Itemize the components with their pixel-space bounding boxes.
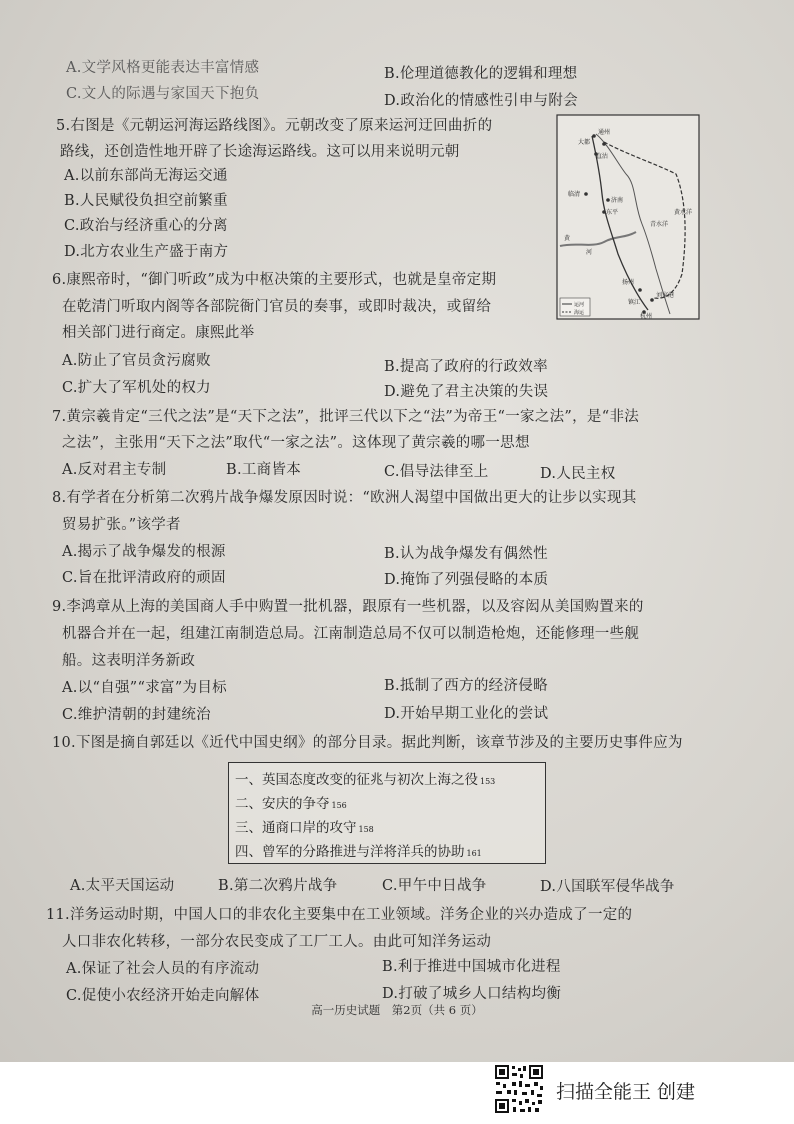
q9-stem-line3: 船。这表明洋务新政 [62,653,196,669]
q9-option-c: C.维护清朝的封建统治 [62,707,211,723]
q6-option-b: B.提高了政府的行政效率 [384,359,548,375]
map-label-zhigu: 直沽 [596,153,609,160]
q8-option-b: B.认为战争爆发有偶然性 [384,546,548,562]
q5-option-b: B.人民赋役负担空前繁重 [64,193,228,209]
q9-stem-line2: 机器合并在一起，组建江南制造总局。江南制造总局不仅可以制造枪炮，还能修理一些舰 [62,626,640,642]
q6-option-d: D.避免了君主决策的失误 [384,384,549,400]
q9-option-b: B.抵制了西方的经济侵略 [384,678,548,694]
map-label-jinan: 济南 [611,197,624,204]
map-label-huangshuiyang: 黄水洋 [674,209,693,216]
toc-entry: 四、曾军的分路推进与洋将洋兵的协助 161 [235,844,482,860]
q5-stem-line1: 5.右图是《元朝运河海运路线图》。元朝改变了原来运河迂回曲折的 [56,118,493,134]
q9-option-d: D.开始早期工业化的尝试 [384,706,549,722]
q10-option-d: D.八国联军侵华战争 [540,879,675,895]
q11-option-a: A.保证了社会人员的有序流动 [66,961,260,977]
page-footer: 高一历史试题 第2页（共 6 页） [311,1003,483,1017]
toc-entry: 一、英国态度改变的征兆与初次上海之役 153 [235,772,496,788]
q5-stem-line2: 路线，还创造性地开辟了长途海运路线。这可以用来说明元朝 [60,144,460,160]
map-label-yangzhou: 扬州 [622,279,635,286]
q8-option-d: D.掩饰了列强侵略的本质 [384,572,549,588]
q8-option-c: C.旨在批评清政府的顽固 [62,570,226,586]
q6-option-a: A.防止了官员贪污腐败 [62,353,211,369]
q9-option-a: A.以“自强”“求富”为目标 [62,680,227,696]
yuan-canal-sea-route-map [556,114,700,320]
q6-option-c: C.扩大了军机处的权力 [62,380,211,396]
q11-stem-line1: 11.洋务运动时期，中国人口的非农化主要集中在工业领域。洋务企业的兴办造成了一定的 [46,907,633,923]
q7-option-b: B.工商皆本 [226,462,302,478]
q10-option-c: C.甲午中日战争 [382,878,487,894]
table-of-contents-box [228,762,546,864]
map-label-huang: 黄 [564,235,571,242]
q4-option-b: B.伦理道德教化的逻辑和理想 [384,66,578,82]
q7-stem-line1: 7.黄宗羲肯定“三代之法”是“天下之法”，批评三代以下之“法”为帝王“一家之法”，是“非法 [52,409,640,425]
map-label-dadu: 大都 [578,139,591,146]
q4-option-d: D.政治化的情感性引申与附会 [384,93,578,109]
map-label-linqing: 临清 [568,191,581,198]
q9-stem-line1: 9.李鸿章从上海的美国商人手中购置一批机器，跟原有一些机器，以及容闳从美国购置来的 [52,599,644,615]
q7-option-d: D.人民主权 [540,466,616,482]
q11-option-b: B.利于推进中国城市化进程 [382,959,561,975]
q4-option-a: A.文学风格更能表达丰富情感 [66,60,260,76]
q5-option-a: A.以前东部尚无海运交通 [64,168,228,184]
legend-canal-label: 运河 [574,302,585,308]
q10-option-b: B.第二次鸦片战争 [218,878,338,894]
q11-option-d: D.打破了城乡人口结构均衡 [382,986,562,1002]
q6-stem-line2: 在乾清门听取内阁等各部院衙门官员的奏事，或即时裁决，或留给 [62,299,492,315]
q5-option-d: D.北方农业生产盛于南方 [64,244,229,260]
toc-entry: 三、通商口岸的攻守 158 [235,820,374,836]
q6-stem-line1: 6.康熙帝时，“御门听政”成为中枢决策的主要形式，也就是皇帝定期 [52,272,497,288]
q7-option-c: C.倡导法律至上 [384,464,489,480]
q10-option-a: A.太平天国运动 [70,878,175,894]
q5-option-c: C.政治与经济重心的分离 [64,218,228,234]
q4-option-c: C.文人的际遇与家国天下抱负 [66,86,260,102]
legend-sea-label: 海运 [574,310,585,316]
q10-stem: 10.下图是摘自郭廷以《近代中国史纲》的部分目录。据此判断，该章节涉及的主要历史事件应为 [52,735,683,751]
map-label-he: 河 [586,249,593,256]
q8-stem-line1: 8.有学者在分析第二次鸦片战争爆发原因时说：“欧洲人渴望中国做出更大的让步以实现其 [52,490,637,506]
q8-option-a: A.揭示了战争爆发的根源 [62,544,226,560]
map-label-qingshuiyang: 青水洋 [650,221,669,228]
q6-stem-line3: 相关部门进行商定。康熙此举 [62,325,255,341]
qr-code-icon [494,1064,544,1114]
map-label-tongzhou: 通州 [598,129,611,136]
map-label-hangzhou: 杭州 [640,313,653,320]
q7-option-a: A.反对君主专制 [62,462,167,478]
q11-option-c: C.促使小农经济开始走向解体 [66,988,260,1004]
q7-stem-line2: 之法”，主张用“天下之法”取代“一家之法”。这体现了黄宗羲的哪一思想 [62,435,530,451]
q8-stem-line2: 贸易扩张。”该学者 [62,517,181,533]
q11-stem-line2: 人口非农化转移，一部分农民变成了工厂工人。由此可知洋务运动 [62,934,492,950]
scanner-brand-text: 扫描全能王 创建 [556,1081,696,1103]
toc-entry: 二、安庆的争夺 156 [235,796,347,812]
map-label-zhenjiang: 镇江 [628,299,641,306]
map-label-dongping: 东平 [606,209,619,216]
map-label-liujiagang: 刘家港 [656,292,675,299]
